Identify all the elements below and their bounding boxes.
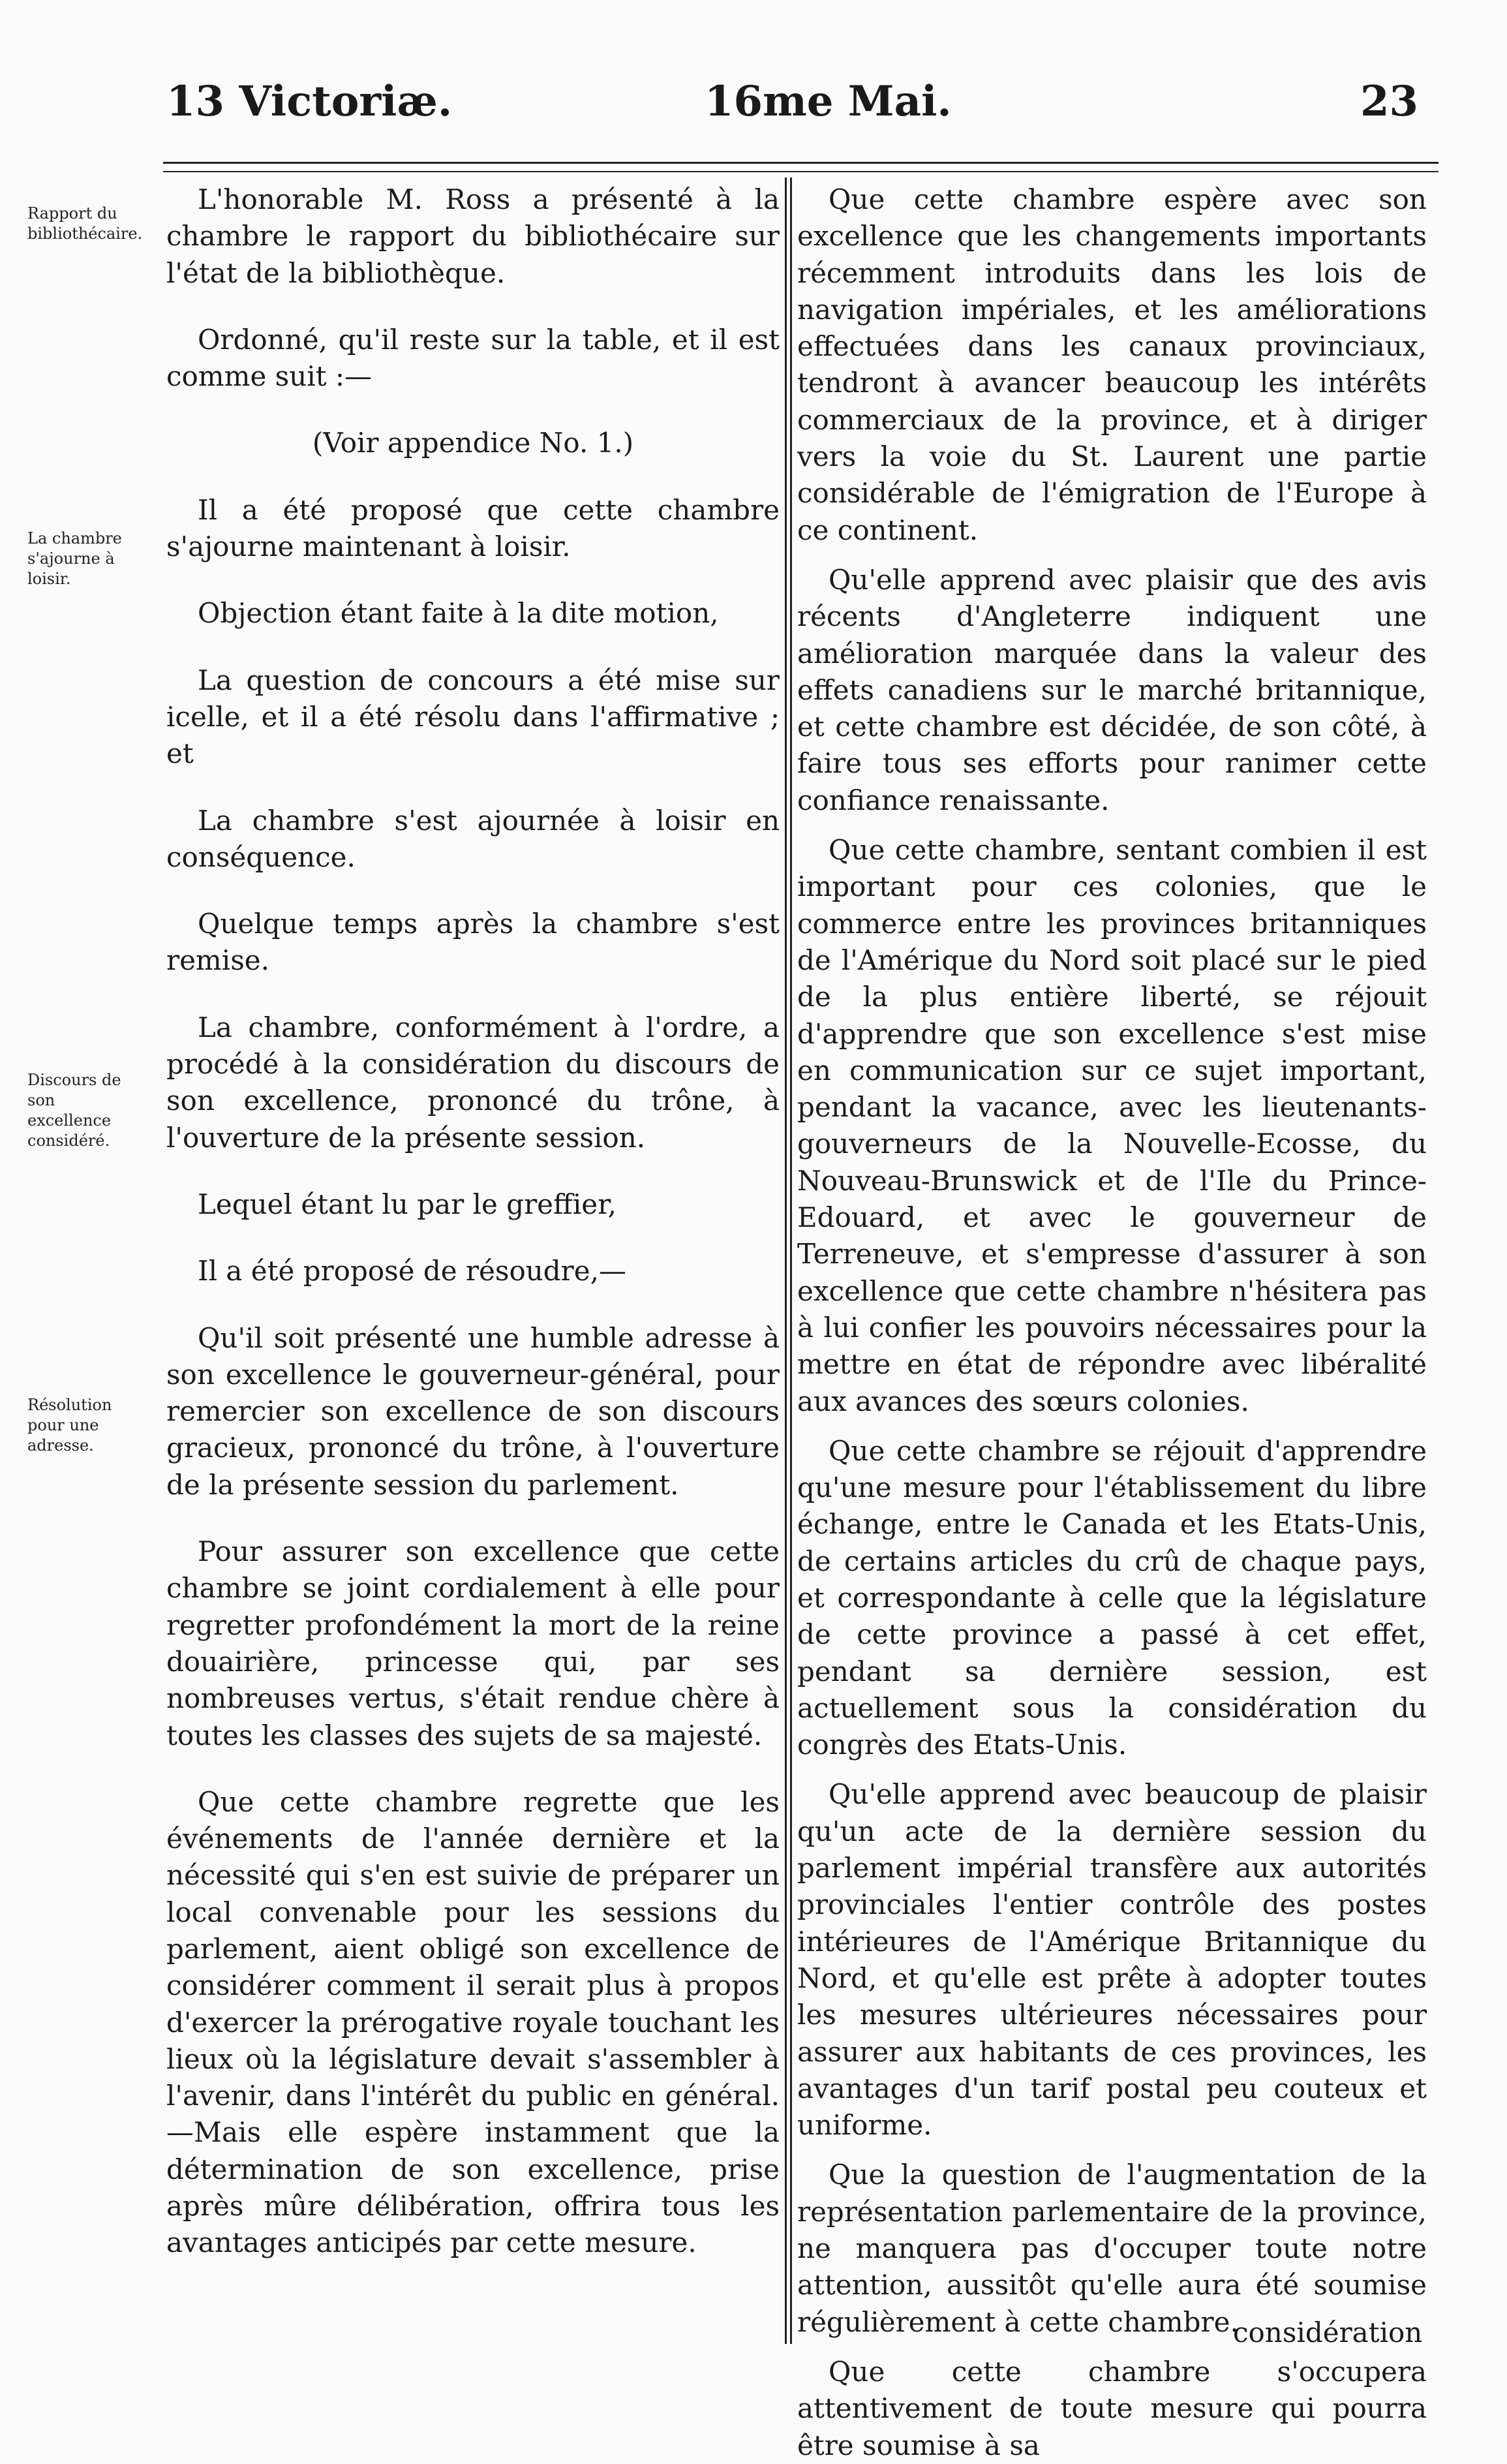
column-divider (785, 177, 787, 2344)
column-divider-second (790, 177, 792, 2344)
paragraph: Il a été proposé que cette chambre s'ajourne maintenant à loisir. (166, 493, 780, 563)
margin-note-resolution: Résolution pour une adresse. (27, 1396, 112, 1455)
left-column (166, 181, 780, 2262)
paragraph: La chambre, conformément à l'ordre, a procédé à la considération du discours de son excellence, prononcé du trône, à l'ouverture de la présente session. (166, 1011, 780, 1154)
paragraph: Qu'elle apprend avec beaucoup de plaisir qu'un acte de la dernière session du parlement impérial transfère aux autorités provinciales l'entier contrôle des postes intérieures de l'Amérique Britannique du Nord, et qu'elle est prête à adopter toutes les mesures ultérieures nécessaires pour assurer aux habitants de ces provinces, les avantages d'un tarif postal peu couteux et uniforme. (797, 1778, 1427, 2142)
right-column (797, 181, 1427, 2464)
page-number: 23 (1360, 77, 1419, 126)
margin-note-discours: Discours de son excellence considéré. (27, 1071, 121, 1150)
paragraph: Ordonné, qu'il reste sur la table, et il est comme suit :— (166, 323, 780, 393)
paragraph: Quelque temps après la chambre s'est remise. (166, 908, 780, 977)
paragraph: Que cette chambre espère avec son excellence que les changements importants récemment introduits dans les lois de navigation impériales, et les améliorations effectuées dans les canaux provinciaux, tendront à avancer beaucoup les intérêts commerciaux de la province, et à diriger vers la voie du St. Laurent une partie considérable de l'émigration de l'Europe à ce continent. (797, 183, 1427, 546)
paragraph: Objection étant faite à la dite motion, (198, 597, 719, 630)
paragraph: Que cette chambre s'occupera attentivement de toute mesure qui pourra être soumise à sa (797, 2355, 1427, 2461)
paragraph: Qu'il soit présenté une humble adresse à son excellence le gouverneur-général, pour remercier son excellence de son discours gracieux, prononcé du trône, à l'ouverture de la présente session du parlement. (166, 1321, 780, 1501)
running-head-left: 13 Victoriæ. (166, 77, 453, 126)
paragraph: Que cette chambre se réjouit d'apprendre qu'une mesure pour l'établissement du libre échange, entre le Canada et les Etats-Unis, de certains articles du crû de chaque pays, et correspondante à celle que la législature de cette province a passé à cet effet, pendant sa dernière session, est actuellement sous la considération du congrès des Etats-Unis. (797, 1434, 1427, 1761)
paragraph: Que la question de l'augmentation de la représentation parlementaire de la province, ne manquera pas d'occuper toute notre attention, aussitôt qu'elle aura été soumise régulièrement à cette chambre. (797, 2159, 1427, 2338)
paragraph: La chambre s'est ajournée à loisir en conséquence. (166, 804, 780, 873)
margin-note-rapport: Rapport du bibliothécaire. (27, 204, 143, 243)
paragraph: La question de concours a été mise sur icelle, et il a été résolu dans l'affirmative ; et (166, 664, 780, 770)
paragraph: Que cette chambre regrette que les événements de l'année dernière et la nécessité qui s'en est suivie de préparer un local convenable pour les sessions du parlement, aient obligé son excellence de considérer comment il serait plus à propos d'exercer la prérogative royale touchant les lieux où la législature devait s'assembler à l'avenir, dans l'intérêt du public en général.—Mais elle espère instamment que la détermination de son excellence, prise après mûre délibération, offrira tous les avantages anticipés par cette mesure. (166, 1785, 780, 2259)
paragraph: L'honorable M. Ross a présenté à la chambre le rapport du bibliothécaire sur l'état de la bibliothèque. (166, 183, 780, 289)
continuation-catchword: considération (1233, 2317, 1423, 2348)
header-rule-thin (163, 171, 1438, 172)
paragraph: Il a été proposé de résoudre,— (198, 1255, 626, 1287)
appendix-reference: (Voir appendice No. 1.) (312, 427, 634, 459)
paragraph: Que cette chambre, sentant combien il est important pour ces colonies, que le commerce entre les provinces britanniques de l'Amérique du Nord soit placé sur le pied de la plus entière liberté, se réjouit d'apprendre que son excellence s'est mise en communication sur ce sujet important, pendant la vacance, avec les lieutenants-gouverneurs de la Nouvelle-Ecosse, du Nouveau-Brunswick et de l'Ile du Prince-Edouard, et avec le gouverneur de Terreneuve, et s'empresse d'assurer à son excellence que cette chambre n'hésitera pas à lui confier les pouvoirs nécessaires pour la mettre en état de répondre avec libéralité aux avances des sœurs colonies. (797, 834, 1427, 1417)
running-head-date: 16me Mai. (705, 77, 952, 126)
margin-note-ajourne: La chambre s'ajourne à loisir. (27, 529, 122, 588)
paragraph: Lequel étant lu par le greffier, (198, 1188, 616, 1220)
paragraph: Pour assurer son excellence que cette chambre se joint cordialement à elle pour regretter profondément la mort de la reine douairière, princesse qui, par ses nombreuses vertus, s'était rendue chère à toutes les classes des sujets de sa majesté. (166, 1535, 780, 1751)
header-rule (163, 162, 1438, 164)
paragraph: Qu'elle apprend avec plaisir que des avis récents d'Angleterre indiquent une amélioration marquée dans la valeur des effets canadiens sur le marché britannique, et cette chambre est décidée, de son côté, à faire tous ses efforts pour ranimer cette confiance renaissante. (797, 563, 1427, 816)
